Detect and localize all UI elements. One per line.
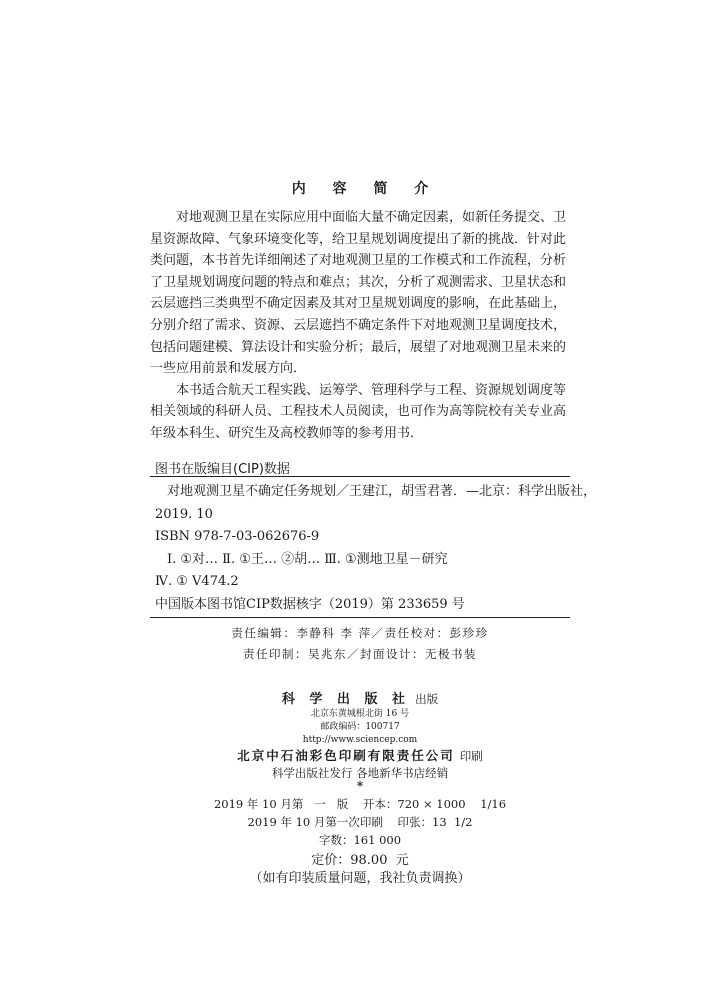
summary-text	[150, 207, 574, 445]
summary-line: 包括问题建模、算法设计和实验分析；最后，展望了对地观测卫星未来的	[150, 339, 567, 355]
cip-data	[155, 481, 597, 616]
cip-line: Ⅰ. ①对… Ⅱ. ①王… ②胡… Ⅲ. ①测地卫星－研究	[167, 551, 448, 567]
printer-suffix: 印刷	[459, 749, 483, 763]
summary-line: 对地观测卫星在实际应用中面临大量不确定因素，如新任务提交、卫	[176, 210, 567, 225]
publisher-website: http://www.sciencep.com	[302, 735, 418, 745]
wordcount-line: 字数：161 000	[318, 833, 402, 847]
summary-line: 本书适合航天工程实践、运筹学、管理科学与工程、资源规划调度等	[176, 382, 567, 398]
publisher-suffix: 出版	[415, 692, 439, 706]
price-line: 定价：98.00 元	[311, 853, 409, 868]
summary-line: 云层遮挡三类典型不确定因素及其对卫星规划调度的影响，在此基础上，	[150, 296, 567, 312]
cip-title: 图书在版编目(CIP)数据	[155, 462, 290, 477]
summary-line: 年级本科生、研究生及高校教师等的参考用书．	[150, 425, 424, 441]
publisher-name: 科 学 出 版 社	[281, 692, 410, 707]
edition-line: 2019 年 10 月第 一 版 开本：720 × 1000 1/16	[213, 797, 507, 811]
summary-line: 类问题，本书首先详细阐述了对地观测卫星的工作模式和工作流程，分析	[150, 253, 567, 269]
printer-name: 北京中石油彩色印刷有限责任公司	[237, 748, 455, 763]
printer-block	[0, 745, 720, 764]
editors-line: 责任编辑：李静科 李 萍／责任校对：彭珍珍	[231, 626, 489, 640]
summary-line: 一些应用前景和发展方向．	[150, 361, 307, 377]
cip-line: 中国版本图书馆CIP数据核字（2019）第 233659 号	[155, 596, 465, 612]
publisher-address: 北京东黄城根北街 16 号	[310, 709, 410, 719]
cip-line: 对地观测卫星不确定任务规划／王建江，胡雪君著．—北京：科学出版社，	[167, 484, 597, 499]
summary-line: 星资源故障、气象环境变化等，给卫星规划调度提出了新的挑战．针对此	[150, 231, 567, 247]
separator-star: *	[356, 779, 364, 793]
cip-bottom-rule	[150, 617, 570, 618]
cip-line: 2019. 10	[155, 506, 213, 522]
summary-line: 分别介绍了需求、资源、云层遮挡不确定条件下对地观测卫星调度技术，	[150, 317, 567, 333]
cip-line: Ⅳ. ① V474.2	[155, 574, 239, 589]
publisher-postcode: 邮政编码：100717	[320, 722, 400, 732]
production-line: 责任印制：吴兆东／封面设计：无极书装	[243, 647, 477, 661]
summary-line: 相关领域的科研人员、工程技术人员阅读，也可作为高等院校有关专业高	[150, 404, 567, 420]
cip-top-rule	[150, 476, 570, 477]
distribution-line: 科学出版社发行 各地新华书店经销	[271, 766, 449, 780]
printing-line: 2019 年 10 月第一次印刷 印张：13 1/2	[247, 815, 473, 829]
summary-line: 了卫星规划调度问题的特点和难点；其次，分析了观测需求、卫星状态和	[150, 274, 567, 290]
cip-line: ISBN 978-7-03-062676-9	[155, 529, 320, 544]
quality-notice: （如有印装质量问题，我社负责调换）	[249, 871, 471, 886]
summary-heading: 内 容 简 介	[291, 181, 440, 197]
publisher-block	[0, 688, 720, 707]
